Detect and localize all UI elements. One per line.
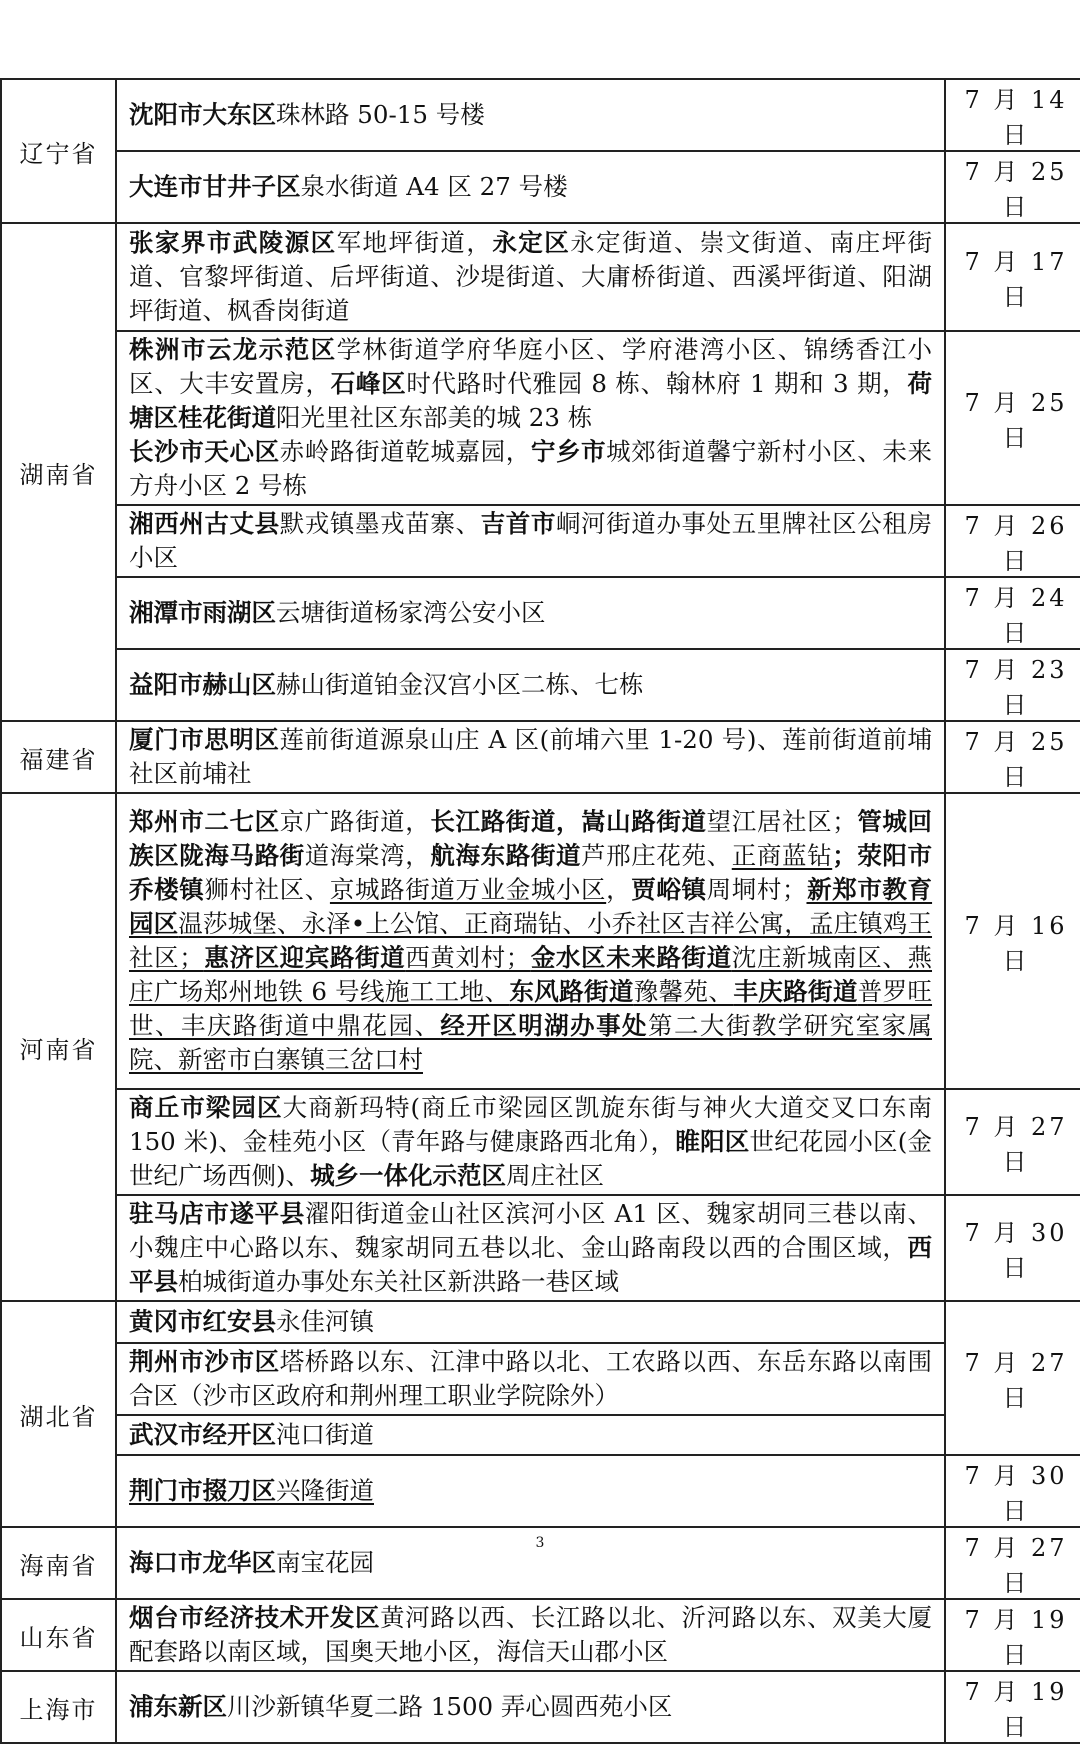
province-cell: 湖南省 [1, 223, 116, 721]
province-cell: 上海市 [1, 1671, 116, 1743]
date-cell: 7 月 26 日 [945, 505, 1080, 577]
district-name: 宁乡市 [530, 437, 607, 466]
location-cell [116, 223, 945, 331]
location-text: 南宝花园 [276, 1548, 374, 1577]
table-body [1, 79, 1080, 1743]
district-name: 湘潭市雨湖区 [129, 598, 276, 627]
table-row [1, 721, 1080, 793]
date-cell: 7 月 19 日 [945, 1599, 1080, 1671]
location-paragraph [129, 1305, 932, 1339]
location-text: 城郊街道馨宁新村小区、未来方舟小区 2 号栋 [129, 437, 933, 500]
regions-table [0, 78, 1080, 1744]
location-paragraph [129, 1345, 932, 1413]
table-row [1, 577, 1080, 649]
location-text: 时代路时代雅园 8 栋、翰林府 1 期和 3 期， [406, 369, 908, 398]
table-row [1, 1671, 1080, 1743]
location-paragraph [129, 226, 932, 328]
date-cell: 7 月 27 日 [945, 1301, 1080, 1455]
date-cell: 7 月 25 日 [945, 721, 1080, 793]
location-cell [116, 1089, 945, 1195]
location-text: 沌口街道 [276, 1420, 374, 1449]
table-row [1, 649, 1080, 721]
district-name: 驻马店市遂平县 [129, 1199, 305, 1228]
province-cell: 河南省 [1, 793, 116, 1301]
district-name: 管城回族区陇海马路街 [129, 807, 933, 870]
district-name: 惠济区迎宾路街道 [203, 943, 406, 972]
district-name: 郑州市二七区 [129, 807, 280, 836]
location-text: 珠林路 50-15 号楼 [276, 100, 485, 129]
location-cell [116, 721, 945, 793]
location-text: 泉水街道 A4 区 27 号楼 [300, 172, 568, 201]
location-cell [116, 1195, 945, 1301]
location-paragraph [129, 1418, 932, 1452]
table-row [1, 793, 1080, 1089]
table-row [1, 223, 1080, 331]
location-cell [116, 1671, 945, 1743]
district-name: 浦东新区 [129, 1692, 227, 1721]
district-name: 武汉市经开区 [129, 1420, 276, 1449]
district-name: 航海东路街道 [430, 841, 582, 870]
location-paragraph [129, 805, 932, 1077]
location-paragraph [129, 507, 932, 575]
district-name: 益阳市赫山区 [129, 670, 276, 699]
district-name: 石峰区 [330, 369, 407, 398]
district-name: 大连市甘井子区 [129, 172, 301, 201]
location-text: 赫山街道铂金汉宫小区二栋、七栋 [276, 670, 644, 699]
location-text: 周垌村； [706, 875, 807, 904]
location-cell [116, 793, 945, 1089]
table-row [1, 1343, 1080, 1415]
district-name: 湘西州古丈县 [129, 509, 280, 538]
location-paragraph [129, 1690, 932, 1724]
location-text: 塔桥路以东、江津中路以北、工农路以西、东岳东路以南围合区（沙市区政府和荆州理工职业学院除外） [129, 1347, 933, 1410]
location-cell [116, 151, 945, 223]
location-text: 温莎城堡、永泽•上公馆、正商瑞钻、小乔社区吉祥公寓，孟庄镇鸡王社区； [129, 909, 933, 972]
location-paragraph [129, 98, 932, 132]
district-name: 荆门市掇刀区 [129, 1476, 276, 1505]
page-number: 3 [535, 1535, 545, 1551]
district-name: ； [832, 841, 857, 870]
district-name: 荷塘区桂花街道 [129, 369, 932, 432]
district-name: 商丘市梁园区 [129, 1093, 283, 1122]
province-cell: 福建省 [1, 721, 116, 793]
location-paragraph [129, 1197, 932, 1299]
location-paragraph [129, 435, 932, 503]
location-text: 赤岭路街道乾城嘉园， [279, 437, 531, 466]
district-name: 厦门市思明区 [129, 725, 280, 754]
location-text: 川沙新镇华夏二路 1500 弄心圆西苑小区 [227, 1692, 673, 1721]
location-text: 峒河街道办事处五里牌社区公租房小区 [129, 509, 933, 572]
district-name: 经开区明湖办事处 [440, 1011, 649, 1040]
location-text: 芦邢庄花苑、 [581, 841, 732, 870]
province-cell: 辽宁省 [1, 79, 116, 223]
location-text: 柏城街道办事处东关社区新洪路一巷区域 [178, 1267, 619, 1296]
date-cell: 7 月 27 日 [945, 1089, 1080, 1195]
location-text: 望江居社区； [706, 807, 857, 836]
location-text: 第二大街教学研究室家属院、新密市白寨镇三岔口村 [129, 1011, 933, 1074]
date-cell: 7 月 30 日 [945, 1455, 1080, 1527]
location-cell [116, 1301, 945, 1343]
district-name: 贾峪镇 [631, 875, 707, 904]
date-cell: 7 月 19 日 [945, 1671, 1080, 1743]
location-text: 京广路街道， [279, 807, 431, 836]
date-cell: 7 月 23 日 [945, 649, 1080, 721]
location-text: 军地坪街道， [336, 228, 493, 257]
district-name: 吉首市 [480, 509, 556, 538]
district-name: 西平县 [129, 1233, 932, 1296]
location-text: 沈庄新城南区、燕庄广场郑州地铁 6 号线施工工地、 [129, 943, 933, 1006]
location-paragraph [129, 1474, 932, 1508]
date-cell: 7 月 14 日 [945, 79, 1080, 151]
table-row [1, 331, 1080, 505]
district-name: 新郑市教育园区 [129, 875, 933, 938]
location-cell [116, 649, 945, 721]
location-text: 默戎镇墨戎苗寨、 [279, 509, 481, 538]
date-cell: 7 月 25 日 [945, 151, 1080, 223]
location-paragraph [129, 596, 932, 630]
location-cell [116, 577, 945, 649]
province-cell: 海南省 [1, 1527, 116, 1599]
table-row [1, 1089, 1080, 1195]
location-paragraph [129, 1091, 932, 1193]
district-name: 长沙市天心区 [129, 437, 280, 466]
table-row [1, 1599, 1080, 1671]
district-name: 株洲市云龙示范区 [129, 335, 337, 364]
date-cell: 7 月 25 日 [945, 331, 1080, 505]
location-cell [116, 79, 945, 151]
location-text: 豫馨苑、 [633, 977, 734, 1006]
location-paragraph [129, 1601, 932, 1669]
location-text: 普罗旺世、丰庆路街道中鼎花园、 [129, 977, 933, 1040]
location-paragraph [129, 668, 932, 702]
district-name: 荆州市沙市区 [129, 1347, 280, 1376]
district-name: 城乡一体化示范区 [310, 1161, 507, 1190]
location-text: 京城路街道万业金城小区 [329, 875, 607, 904]
location-text: 大商新玛特(商丘市梁园区凯旋东街与神火大道交叉口东南 150 米)、金桂苑小区（青年路与健康路西北角）， [129, 1093, 933, 1156]
location-text: 西黄刘村； [405, 943, 531, 972]
district-name: 沈阳市大东区 [129, 100, 276, 129]
district-name: 睢阳区 [675, 1127, 750, 1156]
date-cell: 7 月 17 日 [945, 223, 1080, 331]
district-name: 金水区未来路街道 [530, 943, 732, 972]
location-text: 学林街道学府华庭小区、学府港湾小区、锦绣香江小区、大丰安置房， [129, 335, 933, 398]
location-text: 兴隆街道 [276, 1476, 374, 1505]
location-cell [116, 1415, 945, 1455]
location-paragraph [129, 1546, 932, 1580]
table-row [1, 1455, 1080, 1527]
district-name: 丰庆路街道 [733, 977, 858, 1006]
location-cell [116, 331, 945, 505]
location-text: 云塘街道杨家湾公安小区 [276, 598, 546, 627]
province-cell: 山东省 [1, 1599, 116, 1671]
date-cell: 7 月 16 日 [945, 793, 1080, 1089]
district-name: 永定区 [492, 228, 571, 257]
district-name: 东风路街道 [509, 977, 634, 1006]
location-text: 周庄社区 [506, 1161, 605, 1190]
table-row [1, 1195, 1080, 1301]
location-text: 阳光里社区东部美的城 23 栋 [276, 403, 593, 432]
table-row [1, 1415, 1080, 1455]
location-text: 正商蓝钻 [731, 841, 833, 870]
location-text: 道海棠湾， [304, 841, 431, 870]
table-row [1, 505, 1080, 577]
district-name: 海口市龙华区 [129, 1548, 276, 1577]
location-text: 永定街道、崇文街道、南庄坪街道、官黎坪街道、后坪街道、沙堤街道、大庸桥街道、西溪坪街道、阳湖坪街道、枫香岗街道 [129, 228, 933, 325]
district-name: 长江路街道，嵩山路街道 [430, 807, 707, 836]
location-text: 黄河路以西、长江路以北、沂河路以东、双美大厦配套路以南区域，国奥天地小区，海信天山郡小区 [129, 1603, 933, 1666]
district-name: 黄冈市红安县 [129, 1307, 276, 1336]
location-cell [116, 505, 945, 577]
date-cell: 7 月 30 日 [945, 1195, 1080, 1301]
table-row [1, 151, 1080, 223]
location-text: 狮村社区、 [204, 875, 330, 904]
district-name: 烟台市经济技术开发区 [129, 1603, 381, 1632]
location-cell [116, 1599, 945, 1671]
location-text: 世纪花园小区(金世纪广场西侧)、 [129, 1127, 933, 1190]
location-text: 濯阳街道金山社区滨河小区 A1 区、魏家胡同三巷以南、小魏庄中心路以东、魏家胡同五巷以北、金山路南段以西的合围区域， [129, 1199, 933, 1262]
district-name: 荥阳市乔楼镇 [129, 841, 933, 904]
location-cell [116, 1455, 945, 1527]
location-text: ， [606, 875, 632, 904]
date-cell: 7 月 24 日 [945, 577, 1080, 649]
location-text: 永佳河镇 [276, 1307, 374, 1336]
table-row [1, 1301, 1080, 1343]
location-cell [116, 1343, 945, 1415]
date-cell: 7 月 27 日 [945, 1527, 1080, 1599]
location-text: 莲前街道源泉山庄 A 区(前埔六里 1-20 号)、莲前街道前埔社区前埔社 [129, 725, 932, 788]
location-paragraph [129, 333, 932, 435]
province-cell: 湖北省 [1, 1301, 116, 1527]
district-name: 张家界市武陵源区 [129, 228, 337, 257]
location-paragraph [129, 723, 932, 791]
table-row [1, 79, 1080, 151]
location-paragraph [129, 170, 932, 204]
